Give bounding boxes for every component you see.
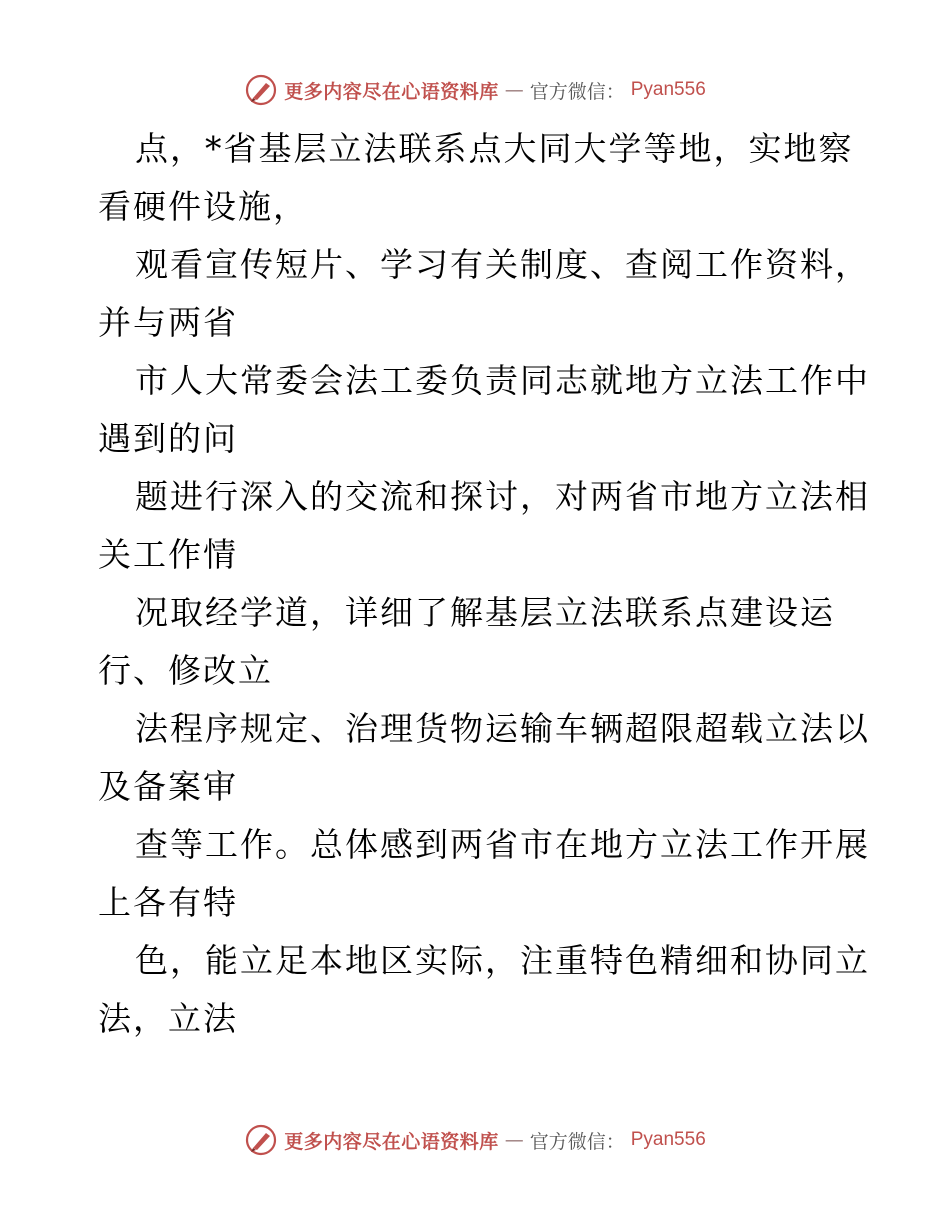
paragraph-line: 况取经学道，详细了解基层立法联系点建设运 — [135, 593, 835, 632]
pen-logo-icon — [244, 73, 278, 107]
paragraph-line: 看硬件设施， — [98, 187, 308, 226]
paragraph-line: 点，*省基层立法联系点大同大学等地，实地察 — [135, 129, 854, 168]
paragraph — [98, 700, 870, 816]
paragraph-line: 上各有特 — [98, 883, 238, 922]
header-banner-content — [244, 73, 706, 107]
paragraph-line: 遇到的问 — [98, 419, 238, 458]
paragraph — [98, 816, 870, 932]
footer-wechat-label: 官方微信： — [529, 1130, 625, 1153]
paragraph — [98, 236, 870, 352]
paragraph-line: 行、修改立 — [98, 651, 273, 690]
paragraph-line: 并与两省 — [98, 303, 238, 342]
paragraph-line: 关工作情 — [98, 535, 238, 574]
paragraph-line: 及备案审 — [98, 767, 238, 806]
footer-site-name: 更多内容尽在心语资料库 — [284, 1130, 499, 1153]
paragraph-line: 色，能立足本地区实际，注重特色精细和协同立 — [135, 941, 870, 980]
pen-logo-icon — [244, 1123, 278, 1157]
header-separator: — — [504, 79, 524, 101]
paragraph — [98, 468, 870, 584]
paragraph-line: 法，立法 — [98, 999, 238, 1038]
header-banner — [0, 70, 950, 110]
paragraph — [98, 584, 858, 700]
footer-wechat-id: Pyan556 — [630, 1129, 706, 1150]
paragraph-line: 题进行深入的交流和探讨，对两省市地方立法相 — [135, 477, 870, 516]
paragraph-line: 市人大常委会法工委负责同志就地方立法工作中 — [135, 361, 870, 400]
footer-separator: — — [504, 1129, 524, 1151]
paragraph — [98, 352, 870, 468]
paragraph — [98, 932, 870, 1048]
header-wechat-label: 官方微信： — [529, 80, 625, 103]
paragraph — [98, 120, 858, 236]
header-wechat-id: Pyan556 — [630, 79, 706, 100]
paragraph-line: 法程序规定、治理货物运输车辆超限超载立法以 — [135, 709, 870, 748]
footer-banner — [0, 1120, 950, 1160]
footer-banner-content — [244, 1123, 706, 1157]
paragraph-line: 观看宣传短片、学习有关制度、查阅工作资料， — [135, 245, 870, 284]
header-site-name: 更多内容尽在心语资料库 — [284, 80, 499, 103]
paragraph-line: 查等工作。总体感到两省市在地方立法工作开展 — [135, 825, 870, 864]
